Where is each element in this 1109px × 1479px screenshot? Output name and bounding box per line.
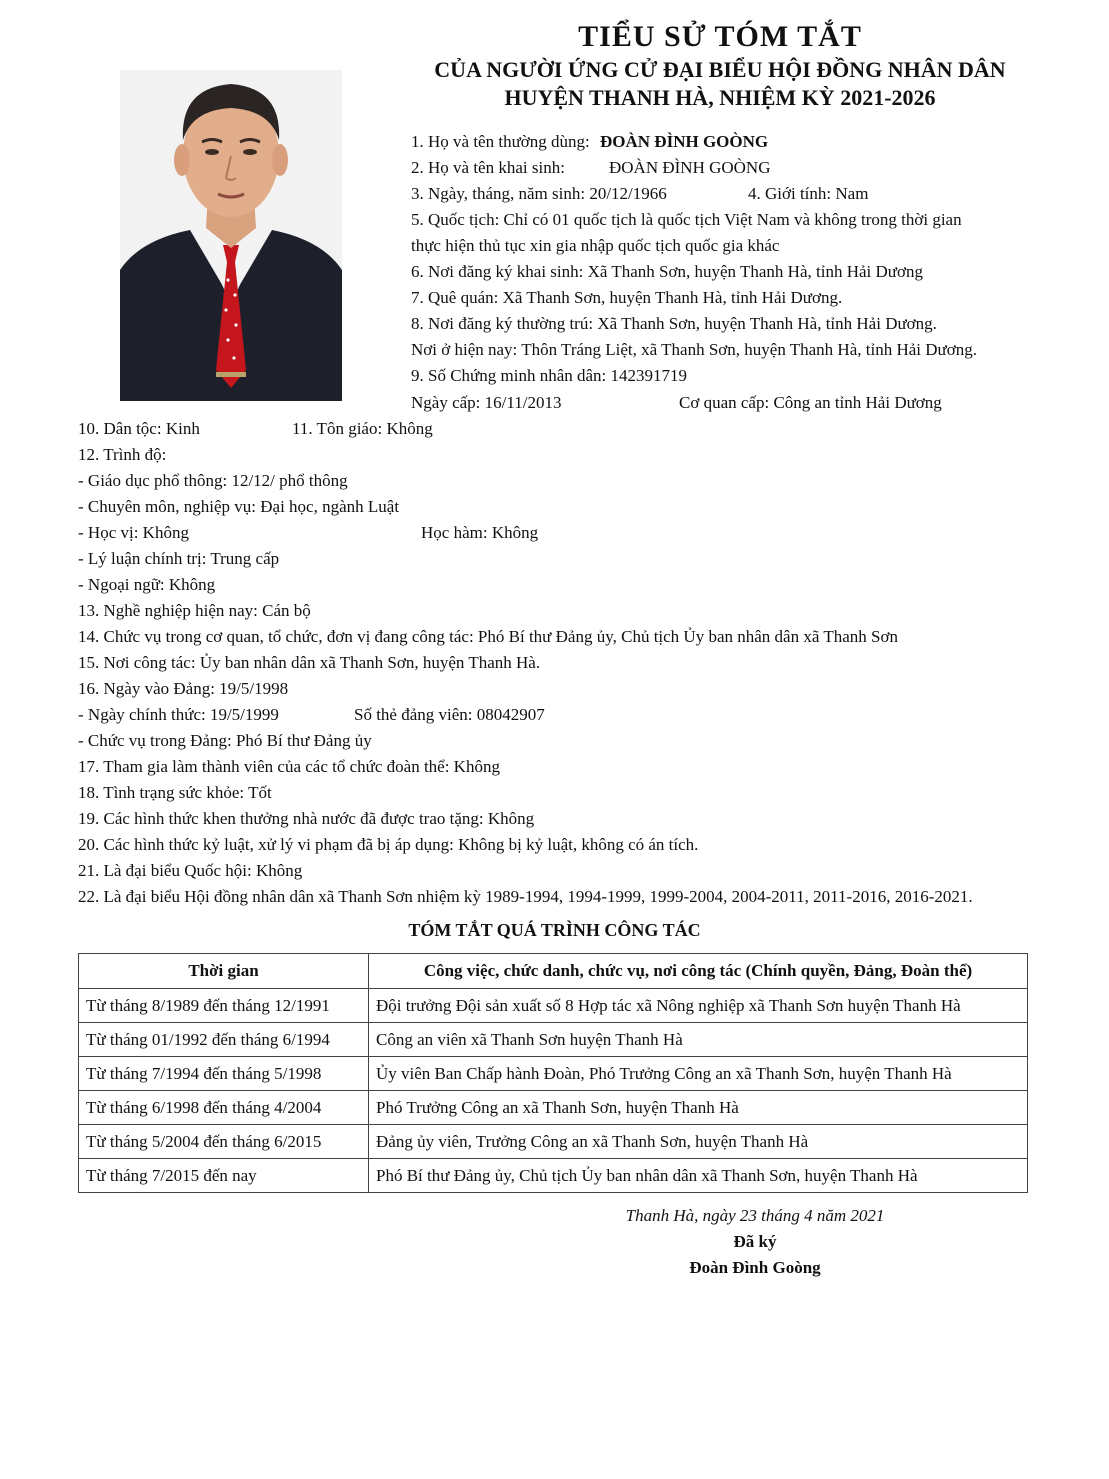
table-cell-period: Từ tháng 7/2015 đến nay [79,1159,369,1193]
table-row [79,1125,1028,1159]
document-subtitle-2: HUYỆN THANH HÀ, NHIỆM KỲ 2021-2026 [504,85,936,110]
work-history-table [78,953,1028,1193]
place-and-date: Thanh Hà, ngày 23 tháng 4 năm 2021 [625,1206,885,1225]
table-row [79,1091,1028,1125]
date-of-birth: 3. Ngày, tháng, năm sinh: 20/12/1966 [411,184,667,203]
party-position: - Chức vụ trong Đảng: Phó Bí thư Đảng ủy [78,731,372,750]
table-cell-position: Ủy viên Ban Chấp hành Đoàn, Phó Trưởng Công an xã Thanh Sơn, huyện Thanh Hà [369,1057,1028,1091]
column-header-position: Công việc, chức danh, chức vụ, nơi công tác (Chính quyền, Đảng, Đoàn thể) [369,954,1028,989]
professional-qualification: - Chuyên môn, nghiệp vụ: Đại học, ngành Luật [78,497,400,516]
health-status: 18. Tình trạng sức khỏe: Tốt [78,783,272,802]
table-row [79,989,1028,1023]
table-cell-position: Phó Bí thư Đảng ủy, Chủ tịch Ủy ban nhân dân xã Thanh Sơn, huyện Thanh Hà [369,1159,1028,1193]
table-cell-period: Từ tháng 6/1998 đến tháng 4/2004 [79,1091,369,1125]
signer-name: Đoàn Đình Goòng [689,1258,821,1277]
academic-degree: - Học vị: Không [78,523,189,542]
hometown: 7. Quê quán: Xã Thanh Sơn, huyện Thanh Hà, tỉnh Hải Dương. [411,288,843,307]
signed-note: Đã ký [733,1232,777,1251]
portrait-illustration [120,70,342,401]
table-cell-position: Đội trưởng Đội sản xuất số 8 Hợp tác xã Nông nghiệp xã Thanh Sơn huyện Thanh Hà [369,989,1028,1023]
academic-title: Học hàm: Không [421,523,539,542]
info-line-1 [411,129,768,155]
current-occupation: 13. Nghề nghiệp hiện nay: Cán bộ [78,601,311,620]
ethnicity: 10. Dân tộc: Kinh [78,419,200,438]
religion: 11. Tôn giáo: Không [292,419,433,438]
party-card-number: Số thẻ đảng viên: 08042907 [354,705,545,724]
table-cell-position: Công an viên xã Thanh Sơn huyện Thanh Hà [369,1023,1028,1057]
table-row [79,1057,1028,1091]
table-cell-position: Phó Trưởng Công an xã Thanh Sơn, huyện Thanh Hà [369,1091,1028,1125]
council-delegate-terms: 22. Là đại biểu Hội đồng nhân dân xã Thanh Sơn nhiệm kỳ 1989-1994, 1994-1999, 1999-2004, 2004-2011, 2011-2016, 2016-2021. [78,887,973,906]
document-subtitle-1: CỦA NGƯỜI ỨNG CỬ ĐẠI BIỂU HỘI ĐỒNG NHÂN DÂN [434,57,1006,82]
work-history-title: TÓM TẮT QUÁ TRÌNH CÔNG TÁC [408,920,701,940]
id-number: 9. Số Chứng minh nhân dân: 142391719 [411,366,688,385]
birth-name-value: ĐOÀN ĐÌNH GOÒNG [609,158,771,177]
party-official-date: - Ngày chính thức: 19/5/1999 [78,705,279,724]
current-residence: Nơi ở hiện nay: Thôn Tráng Liệt, xã Thanh Sơn, huyện Thanh Hà, tỉnh Hải Dương. [411,340,977,359]
table-header-row [79,954,1028,989]
disciplinary-records: 20. Các hình thức kỷ luật, xử lý vi phạm đã bị áp dụng: Không bị kỷ luật, không có án tích. [78,835,699,854]
id-issuing-authority: Cơ quan cấp: Công an tỉnh Hải Dương [679,393,942,412]
party-join-date: 16. Ngày vào Đảng: 19/5/1998 [78,679,289,698]
table-cell-period: Từ tháng 5/2004 đến tháng 6/2015 [79,1125,369,1159]
candidate-portrait-photo [120,70,342,401]
table-cell-period: Từ tháng 8/1989 đến tháng 12/1991 [79,989,369,1023]
table-row [79,1023,1028,1057]
table-cell-position: Đảng ủy viên, Trưởng Công an xã Thanh Sơn, huyện Thanh Hà [369,1125,1028,1159]
general-education: - Giáo dục phổ thông: 12/12/ phổ thông [78,471,348,490]
education-heading: 12. Trình độ: [78,445,167,464]
birth-registration-place: 6. Nơi đăng ký khai sinh: Xã Thanh Sơn, huyện Thanh Hà, tỉnh Hải Dương [411,262,923,281]
political-theory: - Lý luận chính trị: Trung cấp [78,549,280,568]
table-row [79,1159,1028,1193]
state-awards: 19. Các hình thức khen thưởng nhà nước đã được trao tặng: Không [78,809,535,828]
common-name-label: 1. Họ và tên thường dùng: [411,132,590,151]
id-issue-date: Ngày cấp: 16/11/2013 [411,393,562,412]
table-cell-period: Từ tháng 01/1992 đến tháng 6/1994 [79,1023,369,1057]
national-assembly-delegate: 21. Là đại biểu Quốc hội: Không [78,861,303,880]
column-header-period: Thời gian [79,954,369,989]
document-header [330,18,1109,112]
document-title: TIỂU SỬ TÓM TẮT [578,20,862,53]
mass-organization-membership: 17. Tham gia làm thành viên của các tổ chức đoàn thể: Không [78,757,500,776]
gender: 4. Giới tính: Nam [748,184,869,203]
nationality-continued: thực hiện thủ tục xin gia nhập quốc tịch quốc gia khác [411,236,780,255]
current-position: 14. Chức vụ trong cơ quan, tổ chức, đơn vị đang công tác: Phó Bí thư Đảng ủy, Chủ tịch Ủy ban nhân dân xã Thanh Sơn [78,627,898,646]
table-cell-period: Từ tháng 7/1994 đến tháng 5/1998 [79,1057,369,1091]
workplace: 15. Nơi công tác: Ủy ban nhân dân xã Thanh Sơn, huyện Thanh Hà. [78,653,541,672]
info-line-2 [411,155,565,181]
permanent-residence: 8. Nơi đăng ký thường trú: Xã Thanh Sơn, huyện Thanh Hà, tỉnh Hải Dương. [411,314,937,333]
birth-name-label: 2. Họ và tên khai sinh: [411,158,565,177]
common-name-value: ĐOÀN ĐÌNH GOÒNG [600,132,769,151]
nationality: 5. Quốc tịch: Chỉ có 01 quốc tịch là quốc tịch Việt Nam và không trong thời gian [411,210,962,229]
foreign-language: - Ngoại ngữ: Không [78,575,216,594]
